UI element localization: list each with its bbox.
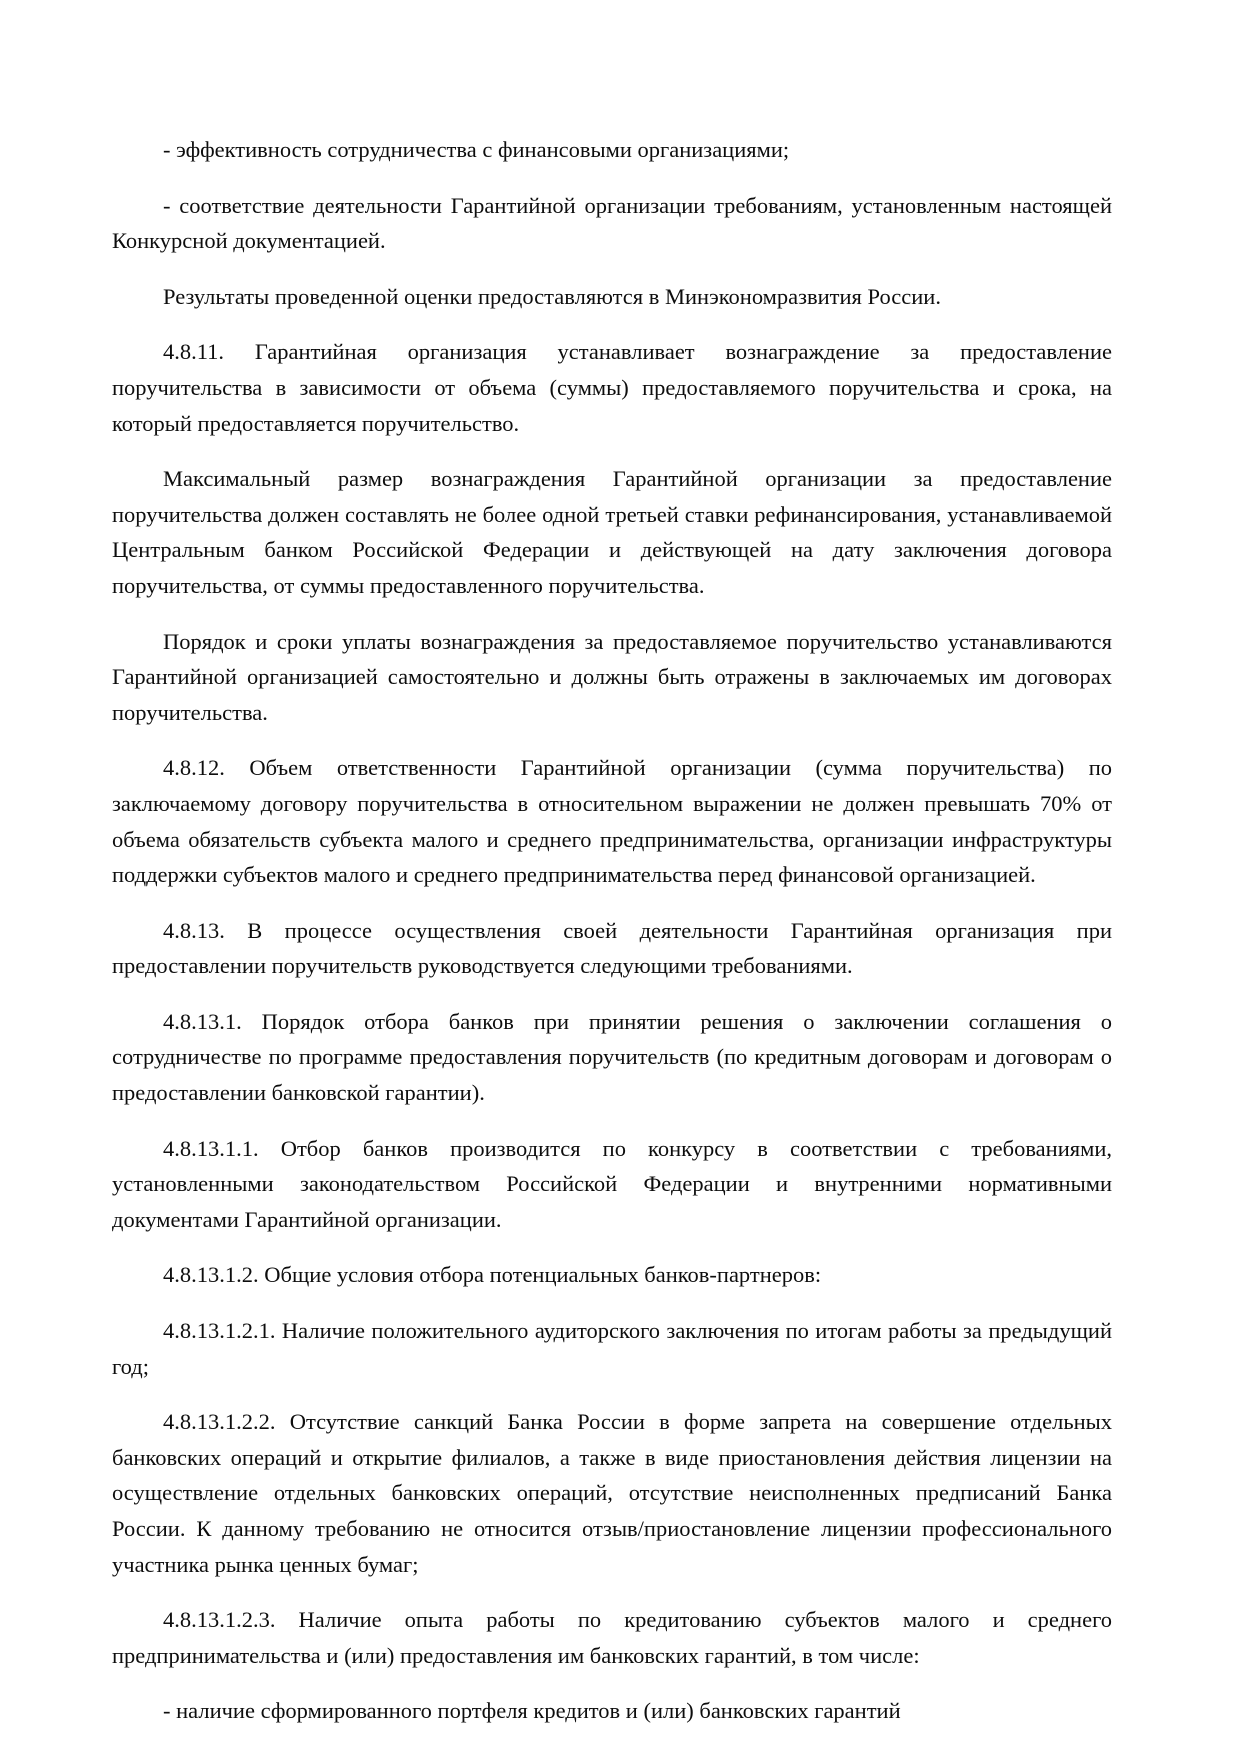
paragraph-clause-4-8-13-1-2-3: 4.8.13.1.2.3. Наличие опыта работы по кредитованию субъектов малого и среднего предпринимательства и (или) предоставления им банковских гарантий, в том числе:: [112, 1607, 1112, 1668]
paragraph-body: Порядок и сроки уплаты вознаграждения за предоставляемое поручительство устанавливаются Гарантийной организацией самостоятельно и должны быть отражены в заключаемых им договорах поручительства.: [112, 628, 1112, 725]
paragraph-body: Результаты проведенной оценки предоставляются в Минэкономразвития России.: [163, 283, 941, 309]
document-body: [112, 132, 1112, 1729]
paragraph-clause-4-8-13-1-1: 4.8.13.1.1. Отбор банков производится по конкурсу в соответствии с требованиями, установленными законодательством Российской Федерации и внутренними нормативными документами Гарантийной организации.: [112, 1135, 1112, 1232]
paragraph-dash-item: - наличие сформированного портфеля кредитов и (или) банковских гарантий: [163, 1698, 901, 1724]
paragraph-clause-4-8-11: 4.8.11. Гарантийная организация устанавливает вознаграждение за предоставление поручительства в зависимости от объема (суммы) предоставляемого поручительства и срока, на который предоставляется поручительство.: [112, 339, 1112, 436]
paragraph-clause-4-8-13-1-2-1: 4.8.13.1.2.1. Наличие положительного аудиторского заключения по итогам работы за предыдущий год;: [112, 1318, 1112, 1379]
paragraph-clause-4-8-13-1-2-2: 4.8.13.1.2.2. Отсутствие санкций Банка России в форме запрета на совершение отдельных банковских операций и открытие филиалов, а также в виде приостановления действия лицензии на осуществление отдельных банковских операций, отсутствие неисполненных предписаний Банка России. К данному требованию не относится отзыв/приостановление лицензии профессионального участника рынка ценных бумаг;: [112, 1409, 1112, 1577]
paragraph-clause-4-8-12: 4.8.12. Объем ответственности Гарантийной организации (сумма поручительства) по заключаемому договору поручительства в относительном выражении не должен превышать 70% от объема обязательств субъекта малого и среднего предпринимательства, организации инфраструктуры поддержки субъектов малого и среднего предпринимательства перед финансовой организацией.: [112, 755, 1112, 888]
paragraph-clause-4-8-13-1: 4.8.13.1. Порядок отбора банков при принятии решения о заключении соглашения о сотрудничестве по программе предоставления поручительств (по кредитным договорам и договорам о предоставлении банковской гарантии).: [112, 1008, 1112, 1106]
paragraph-dash-item: - эффективность сотрудничества с финансовыми организациями;: [163, 137, 790, 162]
paragraph-clause-4-8-13: 4.8.13. В процессе осуществления своей деятельности Гарантийная организация при предоставлении поручительств руководствуется следующими требованиями.: [112, 917, 1112, 979]
paragraph-body: Максимальный размер вознаграждения Гарантийной организации за предоставление поручительства должен составлять не более одной третьей ставки рефинансирования, устанавливаемой Центральным банком Российской Федерации и действующей на дату заключения договора поручительства, от суммы предоставленного поручительства.: [112, 466, 1112, 598]
paragraph-dash-item: - соответствие деятельности Гарантийной организации требованиям, установленным настоящей Конкурсной документацией.: [112, 192, 1112, 254]
paragraph-clause-4-8-13-1-2: 4.8.13.1.2. Общие условия отбора потенциальных банков-партнеров:: [163, 1262, 822, 1288]
